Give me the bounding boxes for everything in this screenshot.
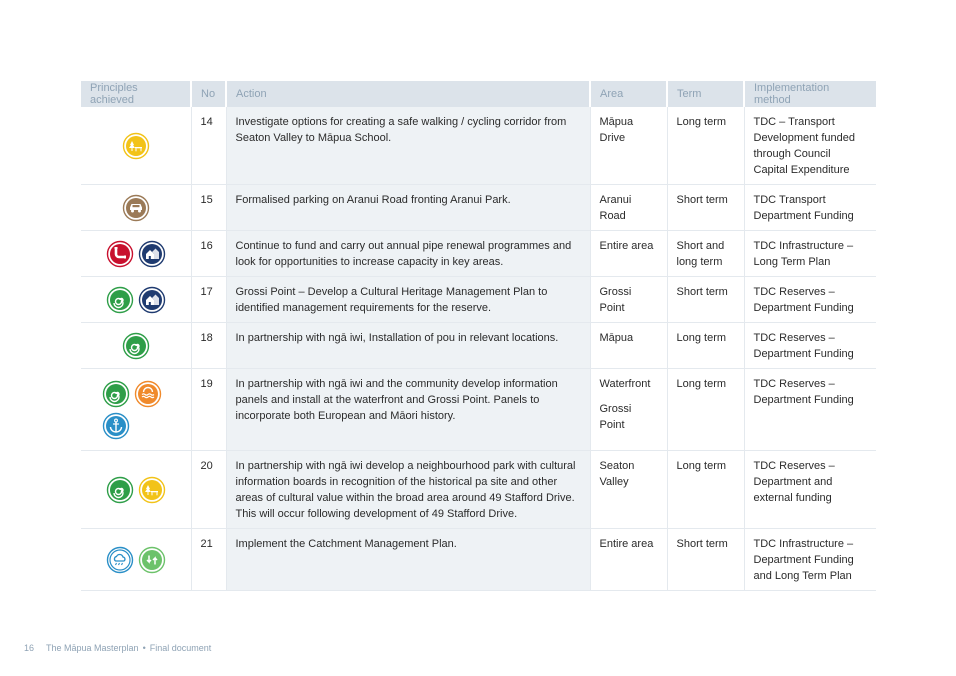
area-text: Māpua: [590, 323, 667, 369]
footer-separator: •: [142, 643, 146, 653]
principles-cell: [81, 451, 191, 529]
table-row: [81, 185, 876, 231]
action-text: Grossi Point – Develop a Cultural Heritage Management Plan to identified management requirements for the reserve.: [226, 277, 590, 323]
principles-cell: [81, 529, 191, 591]
term-text: Long term: [667, 107, 744, 185]
row-number: 14: [191, 107, 226, 185]
header-area: Area: [590, 81, 667, 107]
action-text: In partnership with ngā iwi develop a neighbourhood park with cultural information boards in recognition of the historical pa site and other areas of cultural value within the broad area around 49 Stafford Drive. This will occur following development of 49 Stafford Drive.: [226, 451, 590, 529]
action-text: In partnership with ngā iwi and the community develop information panels and install at the waterfront and Grossi Point. Panels to incorporate both European and Māori history.: [226, 369, 590, 451]
row-number: 19: [191, 369, 226, 451]
car-icon: [122, 194, 150, 222]
pipe-icon: [106, 240, 134, 268]
document-status: Final document: [149, 643, 212, 653]
term-text: Long term: [667, 369, 744, 451]
term-text: Long term: [667, 451, 744, 529]
principles-cell: [81, 369, 191, 451]
area-text: Seaton Valley: [590, 451, 667, 529]
area-cell: [590, 369, 667, 451]
area-text-secondary: Grossi Point: [599, 403, 632, 431]
table-row: [81, 529, 876, 591]
actions-table: [81, 81, 876, 591]
table-row: [81, 323, 876, 369]
header-action: Action: [226, 81, 590, 107]
area-text: Aranui Road: [590, 185, 667, 231]
table-row: [81, 369, 876, 451]
header-method: Implementation method: [744, 81, 876, 107]
method-text: TDC Reserves – Department Funding: [744, 277, 876, 323]
action-text: In partnership with ngā iwi, Installation of pou in relevant locations.: [226, 323, 590, 369]
action-text: Continue to fund and carry out annual pipe renewal programmes and look for opportunities to increase capacity in key areas.: [226, 231, 590, 277]
principles-cell: [81, 185, 191, 231]
page-footer: [24, 643, 223, 653]
houses-icon: [138, 286, 166, 314]
row-number: 18: [191, 323, 226, 369]
row-number: 21: [191, 529, 226, 591]
rain-cloud-icon: [106, 546, 134, 574]
koru-icon: [102, 380, 130, 408]
method-text: TDC – Transport Development funded through Council Capital Expenditure: [744, 107, 876, 185]
row-number: 17: [191, 277, 226, 323]
row-number: 20: [191, 451, 226, 529]
method-text: TDC Infrastructure – Long Term Plan: [744, 231, 876, 277]
method-text: TDC Reserves – Department and external funding: [744, 451, 876, 529]
anchor-icon: [102, 412, 130, 440]
row-number: 16: [191, 231, 226, 277]
area-text: Entire area: [590, 231, 667, 277]
term-text: Short term: [667, 277, 744, 323]
table-row: [81, 107, 876, 185]
term-text: Short term: [667, 529, 744, 591]
houses-icon: [138, 240, 166, 268]
row-number: 15: [191, 185, 226, 231]
koru-icon: [106, 476, 134, 504]
waves-sun-icon: [134, 380, 162, 408]
term-text: Short term: [667, 185, 744, 231]
action-text: Formalised parking on Aranui Road fronting Aranui Park.: [226, 185, 590, 231]
header-no: No: [191, 81, 226, 107]
principles-cell: [81, 231, 191, 277]
principles-cell: [81, 107, 191, 185]
park-bench-tree-icon: [122, 132, 150, 160]
document-title: The Māpua Masterplan: [46, 643, 139, 653]
koru-icon: [122, 332, 150, 360]
method-text: TDC Reserves – Department Funding: [744, 323, 876, 369]
table-header-row: [81, 81, 876, 107]
method-text: TDC Infrastructure – Department Funding and Long Term Plan: [744, 529, 876, 591]
area-text: Entire area: [590, 529, 667, 591]
recycle-icon: [138, 546, 166, 574]
koru-icon: [106, 286, 134, 314]
term-text: Long term: [667, 323, 744, 369]
method-text: TDC Reserves – Department Funding: [744, 369, 876, 451]
term-text: Short and long term: [667, 231, 744, 277]
table-row: [81, 277, 876, 323]
principles-cell: [81, 323, 191, 369]
action-text: Investigate options for creating a safe walking / cycling corridor from Seaton Valley to Māpua School.: [226, 107, 590, 185]
table-row: [81, 231, 876, 277]
area-text: Māpua Drive: [590, 107, 667, 185]
principles-cell: [81, 277, 191, 323]
header-principles: Principles achieved: [81, 81, 191, 107]
method-text: TDC Transport Department Funding: [744, 185, 876, 231]
table-row: [81, 451, 876, 529]
page-number: 16: [24, 643, 35, 653]
area-text: Grossi Point: [590, 277, 667, 323]
area-text: Waterfront: [599, 378, 651, 390]
header-term: Term: [667, 81, 744, 107]
park-bench-tree-icon: [138, 476, 166, 504]
action-text: Implement the Catchment Management Plan.: [226, 529, 590, 591]
